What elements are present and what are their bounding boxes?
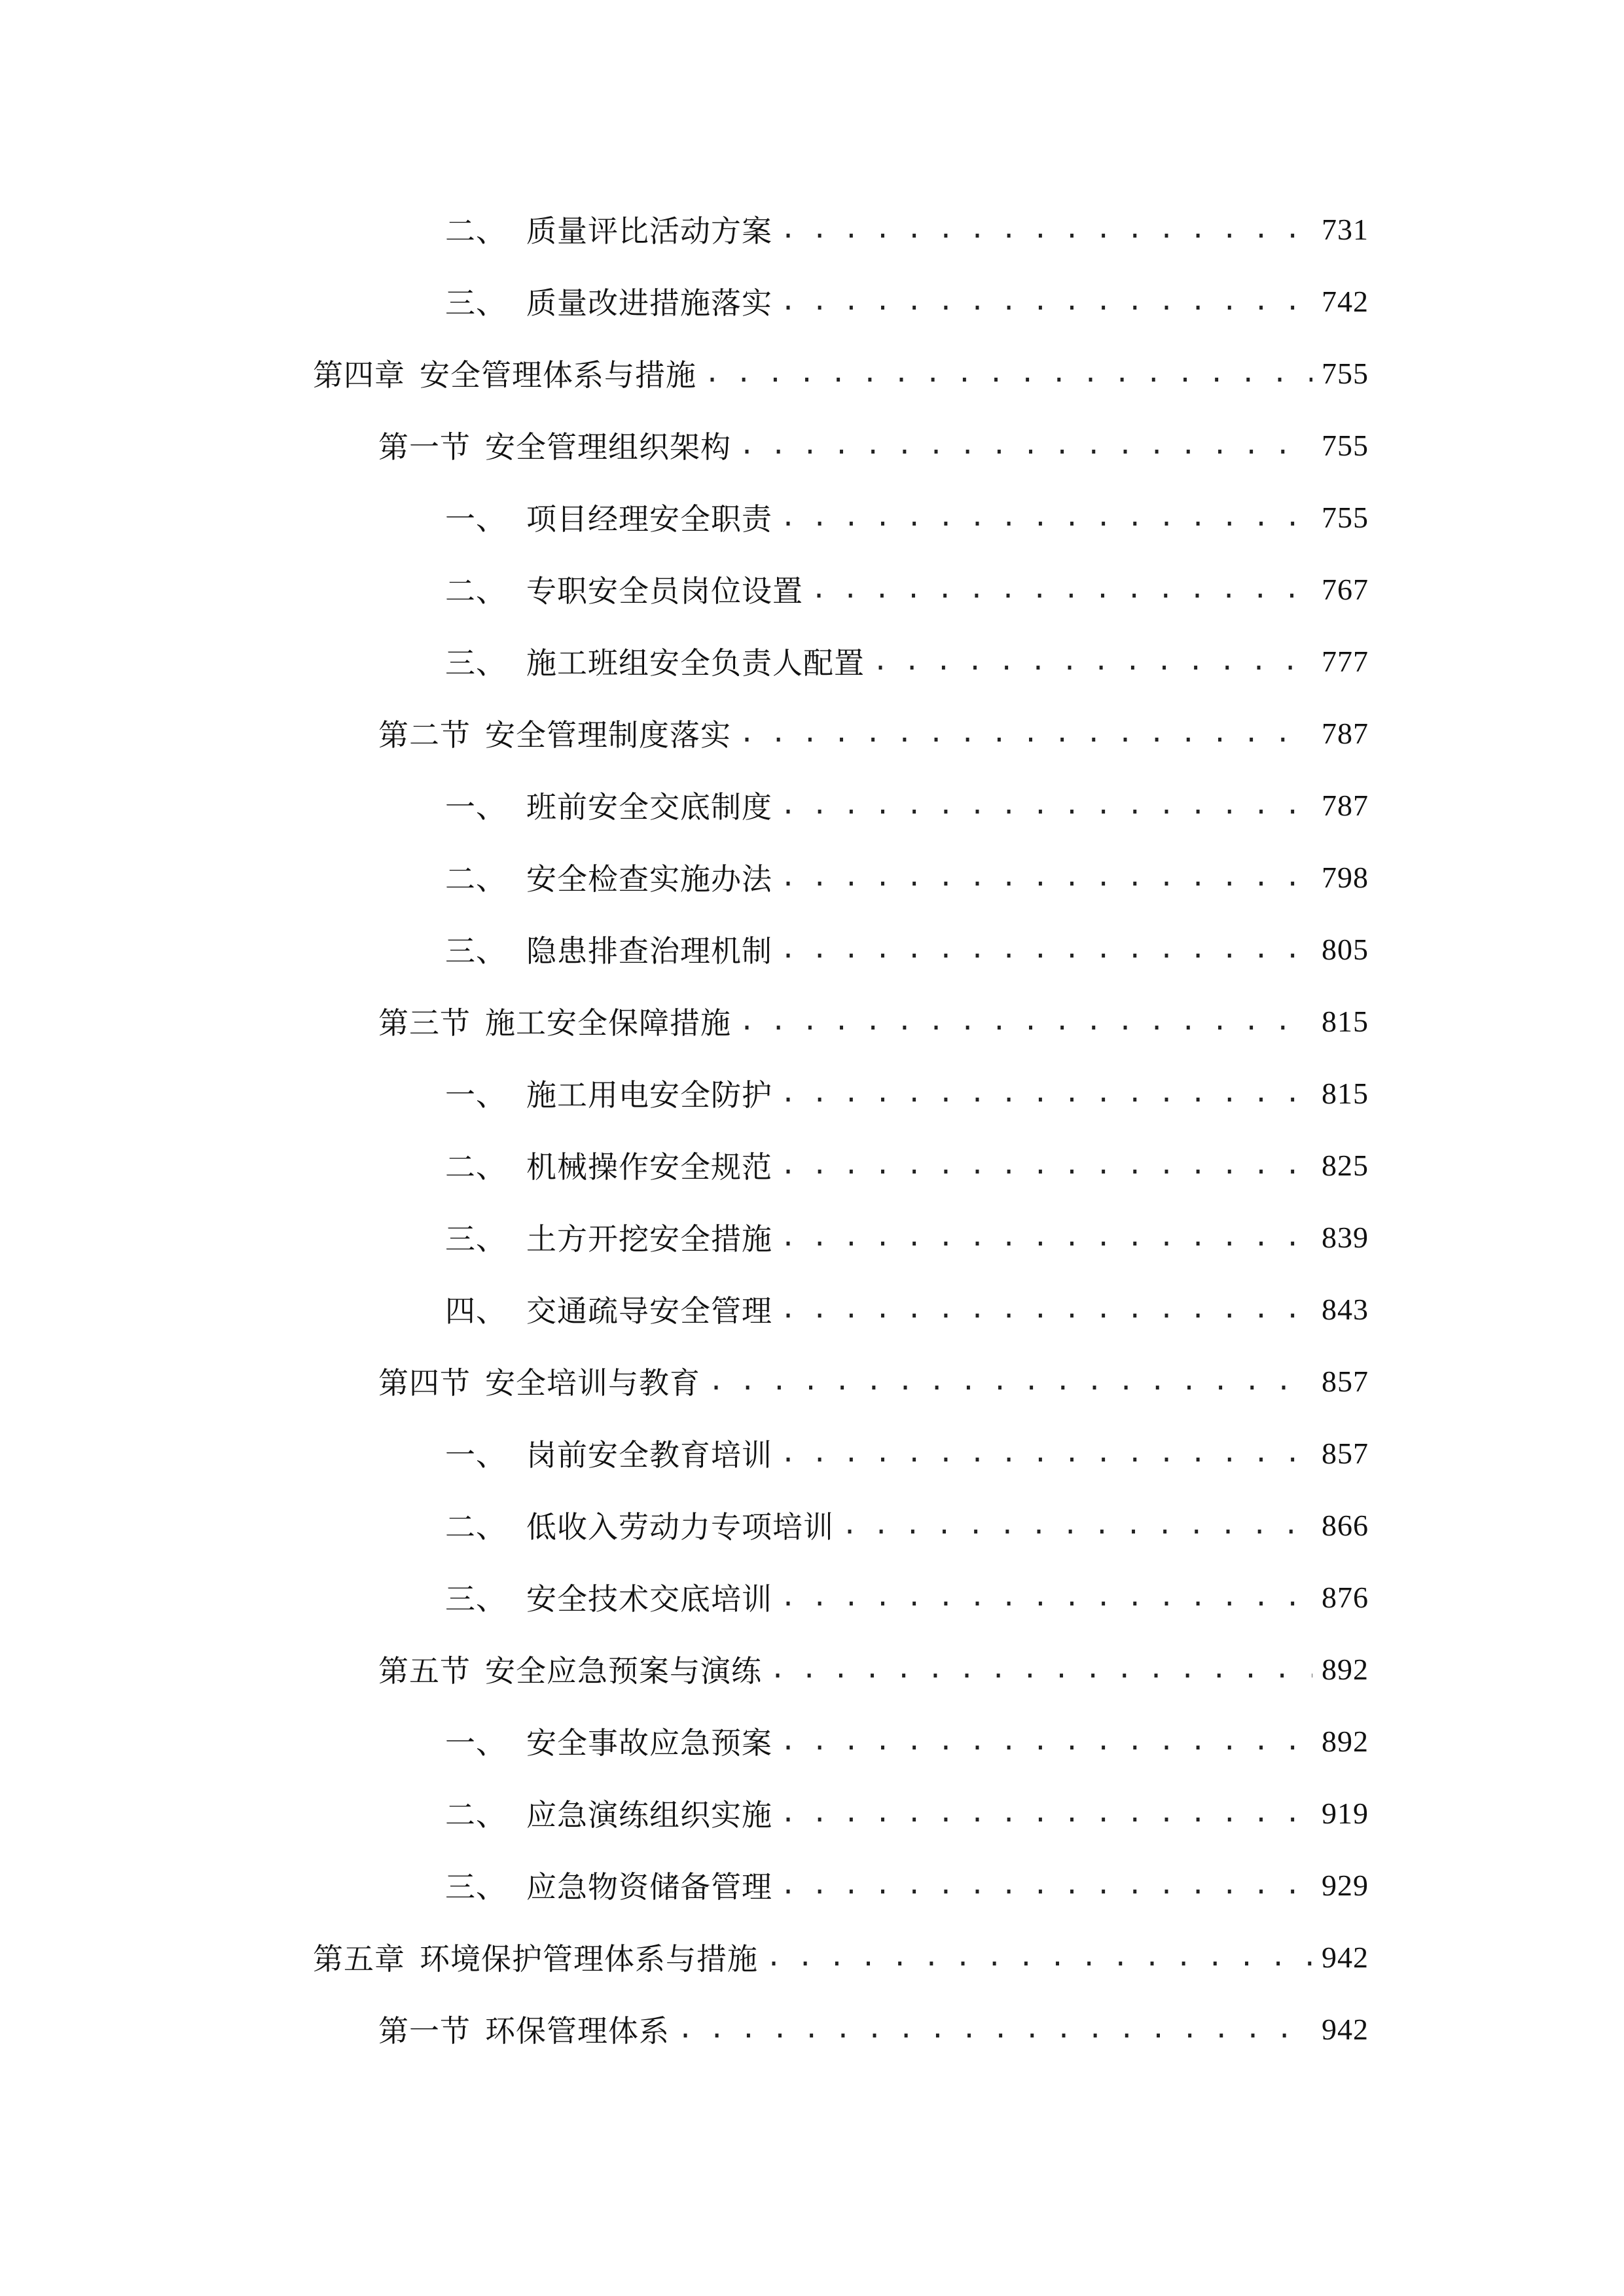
toc-page-number: 942 xyxy=(1322,2012,1369,2046)
toc-entry-content xyxy=(445,841,1369,913)
toc-entry-content xyxy=(445,1489,1369,1561)
toc-entry-number: 二、 xyxy=(445,1149,507,1185)
toc-entry-number: 三、 xyxy=(445,285,507,321)
toc-entry-content xyxy=(445,1201,1369,1273)
toc-entry-number: 三、 xyxy=(445,933,507,969)
toc-dot-leader xyxy=(780,502,1312,532)
toc-dot-leader xyxy=(780,286,1312,316)
toc-entry-content xyxy=(313,337,1369,409)
toc-dot-leader xyxy=(780,862,1312,892)
toc-entry-number: 第二节 xyxy=(378,717,471,753)
toc-entry-content xyxy=(445,1057,1369,1129)
toc-entry-number: 第四章 xyxy=(313,357,405,393)
toc-entry-number: 第五节 xyxy=(378,1653,471,1689)
toc-entry-title: 低收入劳动力专项培训 xyxy=(526,1509,834,1545)
toc-entry-content xyxy=(313,1921,1369,1993)
toc-entry-content xyxy=(445,769,1369,841)
toc-page-number: 876 xyxy=(1322,1580,1369,1614)
toc-entry-number: 一、 xyxy=(445,1077,507,1113)
toc-dot-leader xyxy=(780,1294,1312,1324)
toc-page-number: 866 xyxy=(1322,1508,1369,1542)
toc-entry-title: 项目经理安全职责 xyxy=(526,501,772,537)
toc-dot-leader xyxy=(780,1798,1312,1828)
toc-entry-number: 二、 xyxy=(445,573,507,609)
toc-page-number: 942 xyxy=(1322,1940,1369,1974)
toc-entry-content xyxy=(445,625,1369,697)
toc-entry-title: 安全管理制度落实 xyxy=(485,717,731,753)
toc-page-number: 742 xyxy=(1322,284,1369,318)
toc-entry-content xyxy=(445,1417,1369,1489)
toc-page-number: 731 xyxy=(1322,212,1369,246)
toc-page-number: 919 xyxy=(1322,1796,1369,1830)
toc-entry-content xyxy=(445,553,1369,625)
toc-entry-content xyxy=(378,1345,1369,1417)
toc-dot-leader xyxy=(780,1438,1312,1468)
toc-entry-number: 二、 xyxy=(445,1797,507,1833)
toc-subsection-entry[interactable] xyxy=(0,1561,1624,1633)
toc-entry-number: 一、 xyxy=(445,501,507,537)
toc-entry-title: 安全技术交底培训 xyxy=(526,1581,772,1617)
toc-entry-title: 安全管理组织架构 xyxy=(485,429,731,465)
toc-entry-number: 一、 xyxy=(445,1437,507,1473)
toc-subsection-entry[interactable] xyxy=(0,553,1624,625)
toc-entry-content xyxy=(445,481,1369,553)
toc-entry-title: 安全检查实施办法 xyxy=(526,861,772,897)
toc-page-number: 767 xyxy=(1322,572,1369,606)
toc-entry-content xyxy=(445,1273,1369,1345)
toc-entry-content xyxy=(378,1993,1369,2065)
toc-entry-title: 专职安全员岗位设置 xyxy=(526,573,803,609)
toc-entry-content xyxy=(378,697,1369,769)
toc-dot-leader xyxy=(780,790,1312,820)
toc-dot-leader xyxy=(780,1582,1312,1612)
toc-dot-leader xyxy=(811,574,1312,604)
toc-page-number: 825 xyxy=(1322,1148,1369,1182)
toc-entry-title: 交通疏导安全管理 xyxy=(526,1293,772,1329)
toc-subsection-entry[interactable] xyxy=(0,1849,1624,1921)
toc-entry-title: 班前安全交底制度 xyxy=(526,789,772,825)
toc-page-number: 798 xyxy=(1322,860,1369,894)
toc-page-number: 777 xyxy=(1322,644,1369,678)
toc-entry-title: 质量改进措施落实 xyxy=(526,285,772,321)
toc-entry-content xyxy=(445,1705,1369,1777)
toc-subsection-entry[interactable] xyxy=(0,841,1624,913)
toc-page-number: 815 xyxy=(1322,1004,1369,1038)
toc-subsection-entry[interactable] xyxy=(0,1201,1624,1273)
toc-dot-leader xyxy=(780,1150,1312,1180)
toc-entry-title: 施工用电安全防护 xyxy=(526,1077,772,1113)
toc-dot-leader xyxy=(739,1006,1312,1036)
toc-dot-leader xyxy=(739,718,1312,748)
toc-page-number: 929 xyxy=(1322,1868,1369,1902)
toc-entry-content xyxy=(445,265,1369,337)
toc-entry-number: 三、 xyxy=(445,1221,507,1257)
toc-entry-number: 二、 xyxy=(445,213,507,249)
toc-dot-leader xyxy=(780,214,1312,244)
toc-entry-title: 岗前安全教育培训 xyxy=(526,1437,772,1473)
toc-entry-title: 质量评比活动方案 xyxy=(526,213,772,249)
toc-entry-title: 环保管理体系 xyxy=(485,2013,670,2049)
toc-dot-leader xyxy=(780,934,1312,964)
toc-entry-content xyxy=(378,985,1369,1057)
toc-subsection-entry[interactable] xyxy=(0,1057,1624,1129)
toc-subsection-entry[interactable] xyxy=(0,1489,1624,1561)
toc-entry-number: 二、 xyxy=(445,1509,507,1545)
toc-dot-leader xyxy=(766,1942,1312,1972)
toc-entry-title: 环境保护管理体系与措施 xyxy=(420,1941,758,1977)
toc-entry-title: 土方开挖安全措施 xyxy=(526,1221,772,1257)
toc-entry-title: 隐患排查治理机制 xyxy=(526,933,772,969)
toc-chapter-entry[interactable] xyxy=(0,337,1624,409)
toc-dot-leader xyxy=(780,1078,1312,1108)
toc-entry-number: 二、 xyxy=(445,861,507,897)
toc-entry-title: 安全培训与教育 xyxy=(485,1365,700,1401)
toc-entry-number: 三、 xyxy=(445,645,507,681)
toc-section-entry[interactable] xyxy=(0,697,1624,769)
toc-section-entry[interactable] xyxy=(0,985,1624,1057)
toc-subsection-entry[interactable] xyxy=(0,625,1624,697)
toc-section-entry[interactable] xyxy=(0,1345,1624,1417)
toc-dot-leader xyxy=(770,1654,1312,1684)
toc-page-number: 857 xyxy=(1322,1364,1369,1398)
toc-entry-content xyxy=(378,409,1369,481)
toc-dot-leader xyxy=(704,358,1312,388)
toc-page-number: 843 xyxy=(1322,1292,1369,1326)
toc-entry-content xyxy=(445,1849,1369,1921)
toc-page-number: 839 xyxy=(1322,1220,1369,1254)
toc-chapter-entry[interactable] xyxy=(0,1921,1624,1993)
toc-subsection-entry[interactable] xyxy=(0,1777,1624,1849)
toc-entry-content xyxy=(445,193,1369,265)
toc-entry-title: 施工班组安全负责人配置 xyxy=(526,645,865,681)
toc-subsection-entry[interactable] xyxy=(0,1129,1624,1201)
toc-subsection-entry[interactable] xyxy=(0,1273,1624,1345)
toc-page-number: 892 xyxy=(1322,1652,1369,1686)
toc-entry-title: 安全应急预案与演练 xyxy=(485,1653,762,1689)
toc-entry-number: 第五章 xyxy=(313,1941,405,1977)
toc-subsection-entry[interactable] xyxy=(0,265,1624,337)
toc-dot-leader xyxy=(780,1726,1312,1756)
toc-page-number: 755 xyxy=(1322,356,1369,390)
toc-entry-title: 安全管理体系与措施 xyxy=(420,357,696,393)
toc-entry-number: 第四节 xyxy=(378,1365,471,1401)
toc-entry-title: 机械操作安全规范 xyxy=(526,1149,772,1185)
toc-entry-content xyxy=(445,913,1369,985)
toc-subsection-entry[interactable] xyxy=(0,193,1624,265)
toc-entry-title: 施工安全保障措施 xyxy=(485,1005,731,1041)
toc-subsection-entry[interactable] xyxy=(0,481,1624,553)
toc-entry-number: 四、 xyxy=(445,1293,507,1329)
toc-subsection-entry[interactable] xyxy=(0,913,1624,985)
toc-entry-number: 三、 xyxy=(445,1581,507,1617)
toc-entry-content xyxy=(445,1561,1369,1633)
toc-entry-title: 安全事故应急预案 xyxy=(526,1725,772,1761)
toc-section-entry[interactable] xyxy=(0,1993,1624,2065)
toc-dot-leader xyxy=(780,1222,1312,1252)
table-of-contents xyxy=(0,193,1624,2065)
toc-dot-leader xyxy=(708,1366,1312,1396)
toc-page-number: 755 xyxy=(1322,428,1369,462)
toc-subsection-entry[interactable] xyxy=(0,769,1624,841)
toc-dot-leader xyxy=(677,2014,1312,2044)
toc-entry-content xyxy=(445,1129,1369,1201)
toc-entry-content xyxy=(445,1777,1369,1849)
toc-page-number: 815 xyxy=(1322,1076,1369,1110)
toc-entry-number: 一、 xyxy=(445,789,507,825)
toc-entry-number: 第三节 xyxy=(378,1005,471,1041)
toc-entry-number: 三、 xyxy=(445,1869,507,1905)
toc-entry-number: 一、 xyxy=(445,1725,507,1761)
toc-page-number: 755 xyxy=(1322,500,1369,534)
toc-page-number: 787 xyxy=(1322,716,1369,750)
toc-dot-leader xyxy=(842,1510,1312,1540)
toc-page-number: 805 xyxy=(1322,932,1369,966)
toc-entry-title: 应急演练组织实施 xyxy=(526,1797,772,1833)
toc-page-number: 787 xyxy=(1322,788,1369,822)
toc-entry-title: 应急物资储备管理 xyxy=(526,1869,772,1905)
toc-section-entry[interactable] xyxy=(0,409,1624,481)
toc-section-entry[interactable] xyxy=(0,1633,1624,1705)
toc-entry-number: 第一节 xyxy=(378,2013,471,2049)
toc-entry-number: 第一节 xyxy=(378,429,471,465)
toc-page-number: 892 xyxy=(1322,1724,1369,1758)
toc-entry-content xyxy=(378,1633,1369,1705)
toc-page-number: 857 xyxy=(1322,1436,1369,1470)
toc-dot-leader xyxy=(780,1870,1312,1900)
toc-dot-leader xyxy=(739,430,1312,460)
toc-subsection-entry[interactable] xyxy=(0,1417,1624,1489)
toc-subsection-entry[interactable] xyxy=(0,1705,1624,1777)
toc-dot-leader xyxy=(873,646,1312,676)
